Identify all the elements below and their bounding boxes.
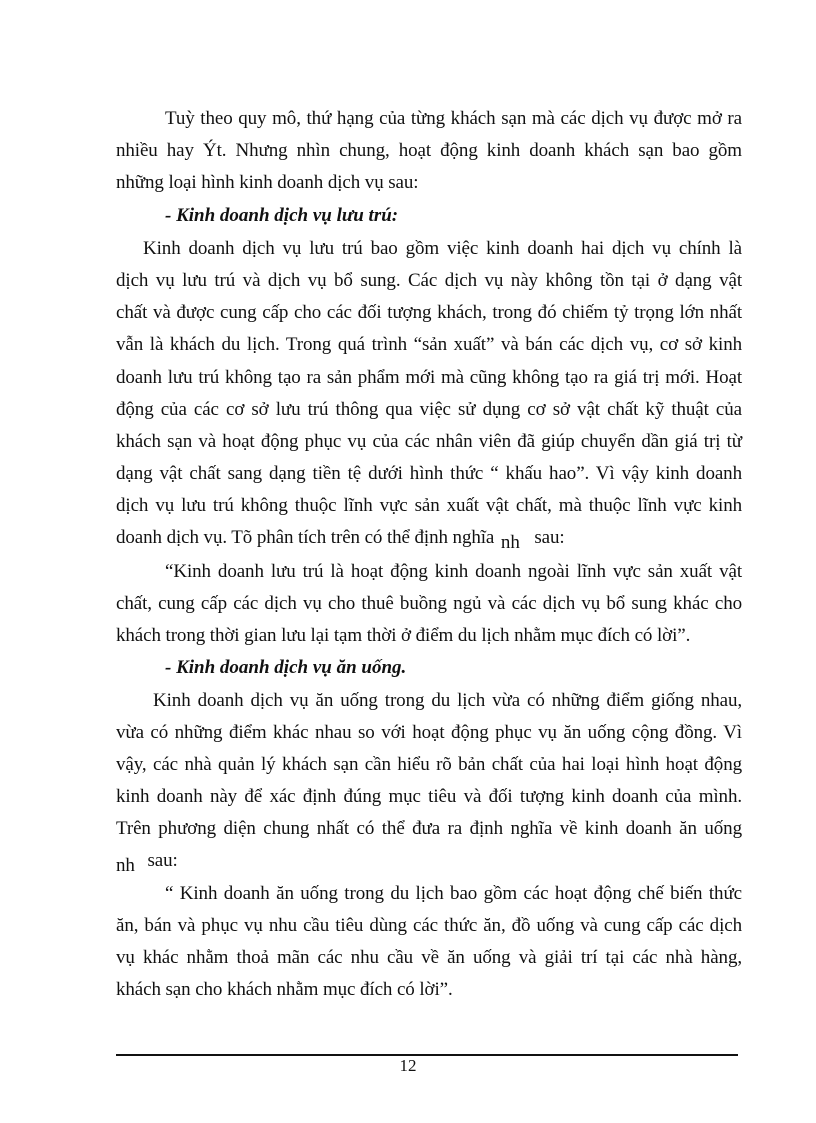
para3-line1: Kinh doanh dịch vụ ăn uống trong du lịch vừa có những điểm giống nhau, <box>153 690 742 711</box>
page-number: 12 <box>399 1056 417 1075</box>
quote1-line3: khách trong thời gian lưu lại tạm thời ở điểm du lịch nhằm mục đích có lời”. <box>116 625 691 646</box>
para2-line10-sau: sau: <box>534 527 565 548</box>
para3-line6-sau: sau: <box>147 850 178 871</box>
para2-line4: vẫn là khách du lịch. Trong quá trình “sản xuất” và bán các dịch vụ, cơ sở kinh <box>116 334 742 355</box>
quote2-line1: “ Kinh doanh ăn uống trong du lịch bao gồm các hoạt động chế biến thức <box>165 883 742 904</box>
para3-line4: kinh doanh này để xác định đúng mục tiêu và đối tượng kinh doanh của mình. <box>116 786 742 807</box>
section-heading-luu-tru: - Kinh doanh dịch vụ lưu trú: <box>165 205 399 226</box>
para1-line1: Tuỳ theo quy mô, thứ hạng của từng khách sạn mà các dịch vụ được mở ra <box>165 108 742 129</box>
para2-line1: Kinh doanh dịch vụ lưu trú bao gồm việc kinh doanh hai dịch vụ chính là <box>143 238 742 259</box>
section-heading-an-uong: - Kinh doanh dịch vụ ăn uống. <box>165 657 407 678</box>
para2-line6: động của các cơ sở lưu trú thông qua việc sử dụng cơ sở vật chất kỹ thuật của <box>116 399 742 420</box>
para3-line3: vậy, các nhà quản lý khách sạn cần hiểu rõ bản chất của hai loại hình hoạt động <box>116 754 742 775</box>
para2-line5: doanh lưu trú không tạo ra sản phẩm mới mà cũng không tạo ra giá trị mới. Hoạt <box>116 367 742 388</box>
quote1-line2: chất, cung cấp các dịch vụ cho thuê buồng ngủ và các dịch vụ bổ sung khác cho <box>116 593 742 614</box>
quote2-line3: vụ khác nhằm thoả mãn các nhu cầu về ăn uống và giải trí tại các nhà hàng, <box>116 947 742 968</box>
para1-line2: nhiều hay Ýt. Nhưng nhìn chung, hoạt động kinh doanh khách sạn bao gồm <box>116 140 742 161</box>
para2-line8: dạng vật chất sang dạng tiền tệ dưới hình thức “ khấu hao”. Vì vậy kinh doanh <box>116 463 742 484</box>
para3-line6 <box>116 850 178 876</box>
para2-line3: chất và được cung cấp cho các đối tượng khách, trong đó chiếm tỷ trọng lớn nhất <box>116 302 742 323</box>
quote2-line4: khách sạn cho khách nhằm mục đích có lời”. <box>116 979 453 1000</box>
para2-line10-nh: nh <box>500 532 520 553</box>
para3-line6-nh: nh <box>116 855 135 876</box>
quote2-line2: ăn, bán và phục vụ nhu cầu tiêu dùng các thức ăn, đồ uống và cung cấp các dịch <box>116 915 742 936</box>
para2-line10 <box>116 527 565 553</box>
para2-line2: dịch vụ lưu trú và dịch vụ bổ sung. Các dịch vụ này không tồn tại ở dạng vật <box>116 270 742 291</box>
para1-line3: những loại hình kinh doanh dịch vụ sau: <box>116 172 419 193</box>
para2-line9: dịch vụ lưu trú không thuộc lĩnh vực sản xuất vật chất, mà thuộc lĩnh vực kinh <box>116 495 742 516</box>
para3-line5: Trên phương diện chung nhất có thể đưa ra định nghĩa về kinh doanh ăn uống <box>116 818 742 839</box>
para2-line10-text: doanh dịch vụ. Tõ phân tích trên có thể định nghĩa <box>116 527 495 548</box>
para3-line2: vừa có những điểm khác nhau so với hoạt động phục vụ ăn uống cộng đồng. Vì <box>116 722 742 743</box>
para2-line7: khách sạn và hoạt động phục vụ của các nhân viên đã giúp chuyển dần giá trị từ <box>116 431 742 452</box>
quote1-line1: “Kinh doanh lưu trú là hoạt động kinh doanh ngoài lĩnh vực sản xuất vật <box>165 561 742 582</box>
